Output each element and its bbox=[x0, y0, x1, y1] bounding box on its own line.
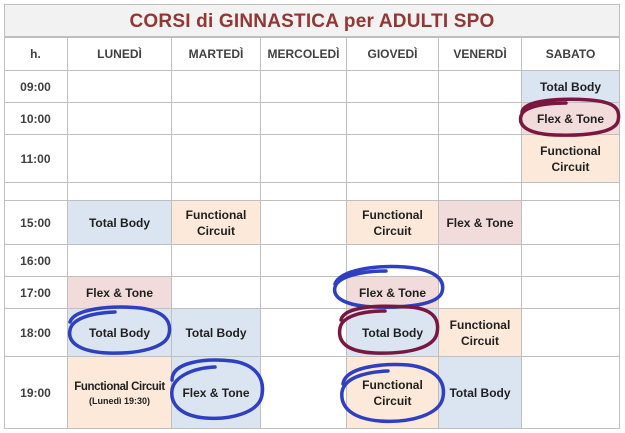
slot-empty bbox=[347, 245, 439, 277]
slot-empty bbox=[522, 201, 620, 245]
class-flex-tone: Flex & Tone bbox=[68, 277, 172, 309]
time-1600: 16:00 bbox=[4, 245, 68, 277]
slot-empty bbox=[172, 103, 261, 135]
class-total-body: Total Body bbox=[68, 201, 172, 245]
slot-empty bbox=[439, 245, 522, 277]
class-total-body: Total Body bbox=[439, 357, 522, 429]
class-total-body: Total Body bbox=[347, 309, 439, 357]
slot-empty bbox=[172, 277, 261, 309]
monday-time-note: (Lunedì 19:30) bbox=[88, 395, 150, 406]
slot-empty bbox=[261, 201, 347, 245]
spacer-cell bbox=[347, 183, 439, 201]
header-wednesday: MERCOLEDÌ bbox=[261, 37, 347, 71]
slot-empty bbox=[347, 103, 439, 135]
slot-empty bbox=[261, 245, 347, 277]
spacer-cell bbox=[522, 183, 620, 201]
spacer-cell bbox=[4, 183, 68, 201]
class-flex-tone: Flex & Tone bbox=[439, 201, 522, 245]
time-1000: 10:00 bbox=[4, 103, 68, 135]
class-total-body: Total Body bbox=[172, 309, 261, 357]
class-flex-tone: Flex & Tone bbox=[522, 103, 620, 135]
class-flex-tone: Flex & Tone bbox=[172, 357, 261, 429]
header-monday: LUNEDÌ bbox=[68, 37, 172, 71]
slot-empty bbox=[522, 245, 620, 277]
time-1900: 19:00 bbox=[4, 357, 68, 429]
slot-empty bbox=[172, 71, 261, 103]
slot-empty bbox=[522, 309, 620, 357]
spacer-cell bbox=[172, 183, 261, 201]
header-saturday: SABATO bbox=[522, 37, 620, 71]
slot-empty bbox=[439, 103, 522, 135]
slot-empty bbox=[68, 135, 172, 183]
slot-empty bbox=[68, 103, 172, 135]
slot-empty bbox=[261, 103, 347, 135]
slot-empty bbox=[261, 71, 347, 103]
time-0900: 09:00 bbox=[4, 71, 68, 103]
spacer-cell bbox=[261, 183, 347, 201]
class-functional-circuit: Functional Circuit bbox=[347, 201, 439, 245]
slot-empty bbox=[347, 135, 439, 183]
spacer-cell bbox=[439, 183, 522, 201]
class-functional-circuit-monday bbox=[68, 357, 172, 429]
time-1800: 18:00 bbox=[4, 309, 68, 357]
slot-empty bbox=[439, 71, 522, 103]
header-hour: h. bbox=[4, 37, 68, 71]
time-1700: 17:00 bbox=[4, 277, 68, 309]
schedule-title: CORSI di GINNASTICA per ADULTI SPO bbox=[4, 4, 620, 37]
spacer-cell bbox=[68, 183, 172, 201]
slot-empty bbox=[68, 71, 172, 103]
slot-empty bbox=[261, 309, 347, 357]
schedule-sheet bbox=[4, 4, 620, 429]
class-functional-circuit: Functional Circuit bbox=[172, 201, 261, 245]
class-functional-circuit: Functional Circuit bbox=[347, 357, 439, 429]
slot-empty bbox=[439, 135, 522, 183]
slot-empty bbox=[347, 71, 439, 103]
time-1500: 15:00 bbox=[4, 201, 68, 245]
slot-empty bbox=[439, 277, 522, 309]
slot-empty bbox=[172, 245, 261, 277]
header-tuesday: MARTEDÌ bbox=[172, 37, 261, 71]
slot-empty bbox=[261, 135, 347, 183]
class-total-body: Total Body bbox=[68, 309, 172, 357]
header-thursday: GIOVEDÌ bbox=[347, 37, 439, 71]
slot-empty bbox=[261, 357, 347, 429]
slot-empty bbox=[68, 245, 172, 277]
time-1100: 11:00 bbox=[4, 135, 68, 183]
class-functional-circuit-label: Functional Circuit bbox=[74, 380, 165, 393]
slot-empty bbox=[261, 277, 347, 309]
header-friday: VENERDÌ bbox=[439, 37, 522, 71]
class-flex-tone: Flex & Tone bbox=[347, 277, 439, 309]
slot-empty bbox=[522, 277, 620, 309]
class-functional-circuit: Functional Circuit bbox=[522, 135, 620, 183]
slot-empty bbox=[522, 357, 620, 429]
class-total-body: Total Body bbox=[522, 71, 620, 103]
slot-empty bbox=[172, 135, 261, 183]
class-functional-circuit: Functional Circuit bbox=[439, 309, 522, 357]
